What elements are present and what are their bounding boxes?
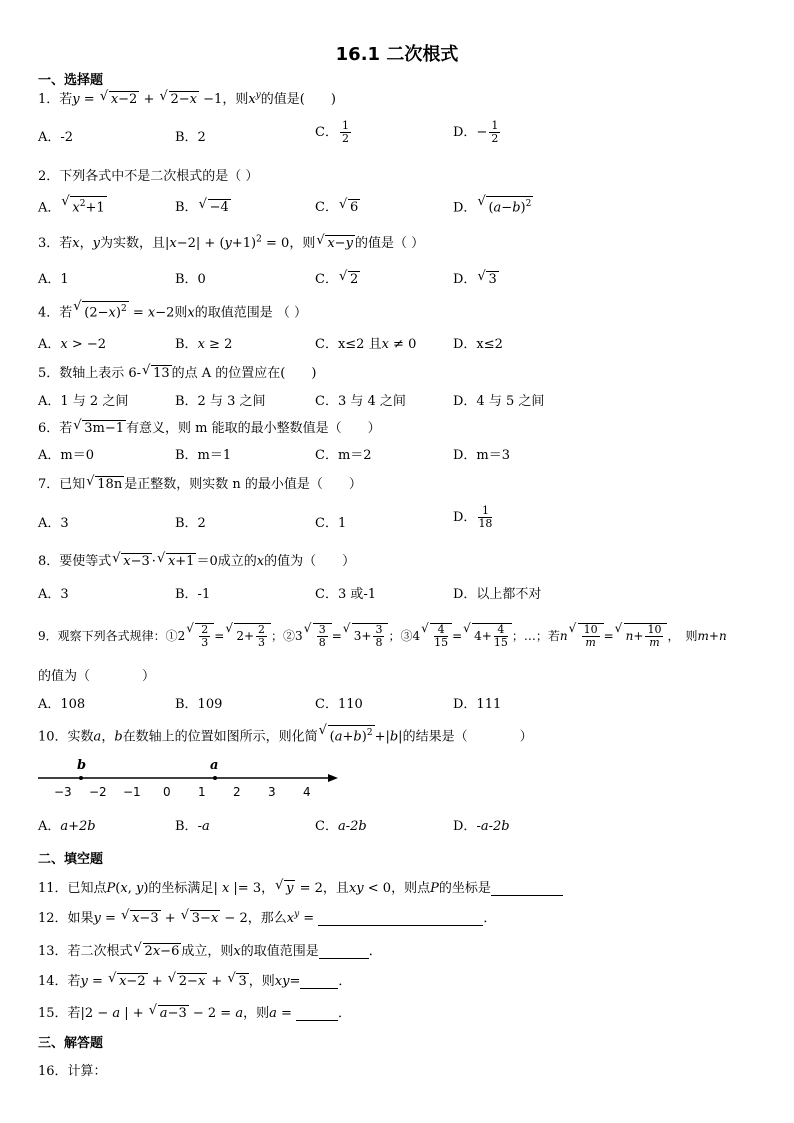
number-line-figure <box>38 758 348 800</box>
tick-label: 3 <box>268 785 276 799</box>
q10-option-a: A．a+2b <box>38 819 96 834</box>
question-16: 16．计算： <box>38 1064 107 1079</box>
tick-label: −3 <box>54 785 72 799</box>
q6-option-a: A．m＝0 <box>38 448 94 463</box>
q2-option-d: D．√ $(a-b)^2$ <box>453 196 533 215</box>
q9-option-c: C．110 <box>315 697 363 712</box>
question-15: 15．若|2 − a | + √ a−3 − 2 = a，则a = ． <box>38 1002 351 1021</box>
q1-option-c: C． $\frac{1}{2}$ <box>315 119 349 145</box>
tick-label: 1 <box>198 785 206 799</box>
q5-option-c: C．3 与 4 之间 <box>315 394 406 409</box>
section-fill-heading: 二、填空题 <box>38 852 104 867</box>
q7-option-d: D． $\frac{1}{18}$ <box>453 504 493 530</box>
q4-option-b: B．x ≥ 2 <box>175 337 233 352</box>
q9-option-b: B．109 <box>175 697 223 712</box>
q6-option-b: B．m＝1 <box>175 448 232 463</box>
question-14: 14．若y = √ x−2 + √ 2−x + √ 3 ，则xy= ． <box>38 970 351 989</box>
q2-option-c: C．√ 6 <box>315 196 360 215</box>
question-9: 9．观察下列各式规律：①2 √ $\frac{2}{3}$ =√ 2+ $\frac{2}{3}$ ；②3 √ $\frac{3}{8}$ =√ 3+ $\frac{3}{8}$ ；③4 √ $\frac{4}{15}$ =√ 4+ $\frac{4}{15}$ ；…；若n √ $\frac{10}{m}$ =√ n+ $\frac{10}{m}$ ， 则m+n <box>38 623 727 649</box>
q2-option-a: A．√ $x^2+1$ <box>38 196 107 215</box>
number-line-ticks <box>54 785 311 799</box>
q3-option-a: A．1 <box>38 272 69 287</box>
q5-option-a: A．1 与 2 之间 <box>38 394 129 409</box>
question-9-tail: 的值为（ ） <box>38 669 156 684</box>
tick-label: 0 <box>163 785 171 799</box>
q4-option-d: D．x≤2 <box>453 337 503 352</box>
question-6: 6．若√ 3m−1 有意义，则 m 能取的最小整数值是（ ） <box>38 417 381 436</box>
section-answer-heading: 三、解答题 <box>38 1036 104 1051</box>
point-b <box>79 776 83 780</box>
q6-option-c: C．m＝2 <box>315 448 372 463</box>
q3-option-d: D．√ 3 <box>453 268 499 287</box>
question-1: 1．若y = √ x−2 + √ 2−x −1，则$x^y$的值是( ) <box>38 88 336 107</box>
q8-option-c: C．3 或-1 <box>315 587 377 602</box>
q9-option-d: D．111 <box>453 697 502 712</box>
page-title: 16.1 二次根式 <box>335 44 459 65</box>
point-a <box>213 776 217 780</box>
number-line-arrow <box>328 774 338 782</box>
q5-option-d: D．4 与 5 之间 <box>453 394 545 409</box>
q3-option-c: C．√ 2 <box>315 268 360 287</box>
q7-option-c: C．1 <box>315 516 347 531</box>
q3-option-b: B．0 <box>175 272 206 287</box>
q2-option-b: B．√ −4 <box>175 196 231 215</box>
q8-option-d: D．以上都不对 <box>453 587 542 602</box>
tick-label: −1 <box>123 785 141 799</box>
q4-option-c: C．x≤2 且x ≠ 0 <box>315 337 417 352</box>
label-a: a <box>210 758 219 773</box>
q10-option-b: B．-a <box>175 819 210 834</box>
question-5: 5．数轴上表示 6-√ 13 的点 A 的位置应在( ) <box>38 362 316 381</box>
q4-option-a: A．x > −2 <box>38 337 107 352</box>
q1-option-a: A．-2 <box>38 130 74 145</box>
question-13: 13．若二次根式√ 2x−6 成立，则x的取值范围是 ． <box>38 940 382 959</box>
q7-option-a: A．3 <box>38 516 69 531</box>
tick-label: −2 <box>89 785 107 799</box>
question-10: 10．实数a，b在数轴上的位置如图所示，则化简√ $(a+b)^2 +|b|$的结果是（ ） <box>38 725 533 744</box>
label-b: b <box>77 758 87 773</box>
question-4: 4．若√ $(2-x)^2 = x-2$则x的取值范围是 （ ） <box>38 301 307 320</box>
question-12: 12．如果y = √ x−3 + √ 3−x − 2，那么$x^y$ = ． <box>38 907 496 926</box>
question-8: 8．要使等式√ x−3 ·√ x+1 ＝0成立的x的值为（ ） <box>38 550 355 569</box>
q8-option-b: B．-1 <box>175 587 211 602</box>
section-choice-heading: 一、选择题 <box>38 73 104 88</box>
question-3: 3．若x，y为实数，且$|x-2| + (y+1)^2 = 0$，则√ x−y 的值是（ ） <box>38 232 424 251</box>
question-2: 2．下列各式中不是二次根式的是（ ） <box>38 169 259 184</box>
q9-option-a: A．108 <box>38 697 86 712</box>
q1-option-b: B．2 <box>175 130 206 145</box>
q6-option-d: D．m＝3 <box>453 448 511 463</box>
q7-option-b: B．2 <box>175 516 206 531</box>
q10-option-d: D．-a-2b <box>453 819 510 834</box>
question-7: 7．已知√ 18n 是正整数，则实数 n 的最小值是（ ） <box>38 473 362 492</box>
question-11: 11．已知点P(x, y)的坐标满足| x |= 3，√ y = 2，且xy < 0，则点P的坐标是 <box>38 877 563 896</box>
q5-option-b: B．2 与 3 之间 <box>175 394 266 409</box>
q1-option-d: D．− $\frac{1}{2}$ <box>453 119 499 145</box>
tick-label: 2 <box>233 785 241 799</box>
tick-label: 4 <box>303 785 311 799</box>
q10-option-c: C．a-2b <box>315 819 367 834</box>
q8-option-a: A．3 <box>38 587 69 602</box>
